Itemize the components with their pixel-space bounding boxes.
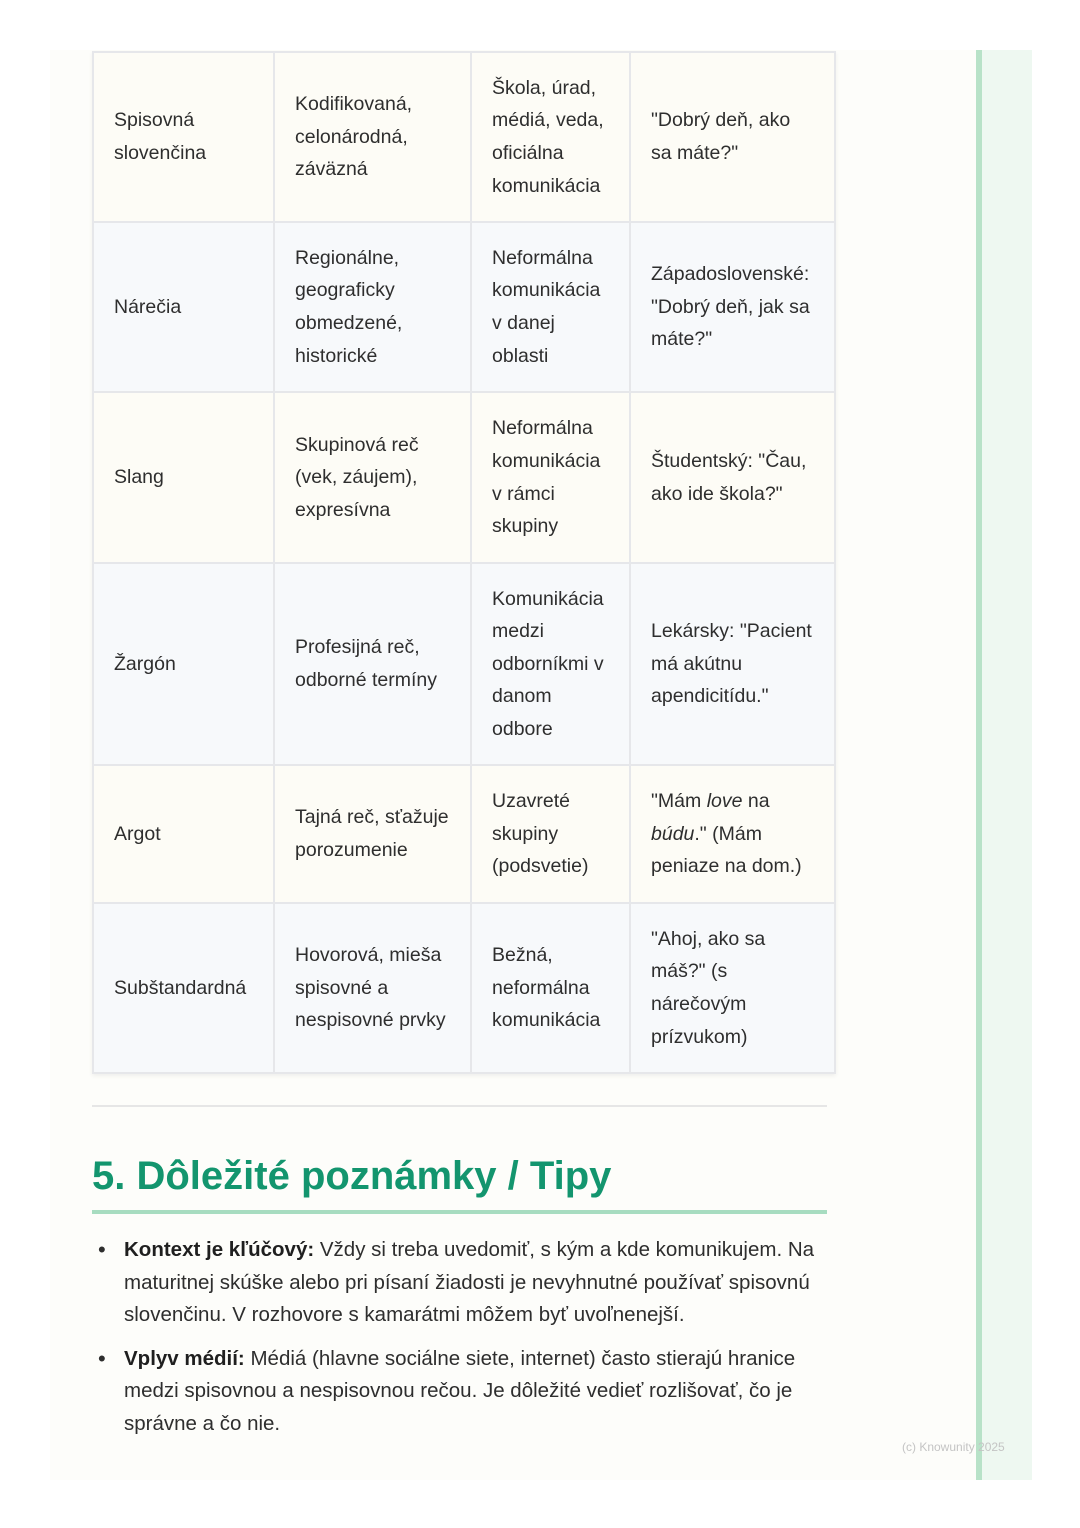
variant-cell: Subštandardná bbox=[93, 903, 274, 1073]
example-cell: Lekársky: "Pacient má akútnu apendicitídu." bbox=[630, 563, 835, 765]
table-row bbox=[93, 563, 835, 765]
characteristic-cell: Profesijná reč, odborné termíny bbox=[274, 563, 471, 765]
variant-cell: Argot bbox=[93, 765, 274, 903]
side-band bbox=[976, 50, 1032, 1480]
tip-text: Médiá (hlavne sociálne siete, internet) často stierajú hranice medzi spisovnou a nespisovnou rečou. Je dôležité vedieť rozlišovať, čo je správne a čo nie. bbox=[124, 1346, 796, 1435]
language-variants-table bbox=[92, 51, 836, 1074]
side-accent-line bbox=[976, 50, 982, 1480]
bullet-icon: • bbox=[98, 1237, 106, 1262]
tip-label: Vplyv médií: bbox=[124, 1346, 245, 1370]
characteristic-cell: Skupinová reč (vek, záujem), expresívna bbox=[274, 392, 471, 563]
characteristic-cell: Tajná reč, sťažuje porozumenie bbox=[274, 765, 471, 903]
section-title: 5. Dôležité poznámky / Tipy bbox=[92, 1154, 612, 1198]
variant-cell: Žargón bbox=[93, 563, 274, 765]
section-divider bbox=[92, 1105, 827, 1107]
tip-label: Kontext je kľúčový: bbox=[124, 1238, 315, 1261]
usage-cell: Škola, úrad, médiá, veda, oficiálna komunikácia bbox=[471, 52, 630, 222]
table-row bbox=[93, 222, 835, 392]
usage-cell: Komunikácia medzi odborníkmi v danom odbore bbox=[471, 563, 630, 765]
list-item bbox=[98, 1234, 827, 1332]
example-cell: Západoslovenské: "Dobrý deň, jak sa máte?" bbox=[630, 222, 835, 392]
usage-cell: Bežná, neformálna komunikácia bbox=[471, 903, 630, 1073]
table-row bbox=[93, 903, 835, 1073]
usage-cell: Neformálna komunikácia v danej oblasti bbox=[471, 222, 630, 392]
usage-cell: Uzavreté skupiny (podsvetie) bbox=[471, 765, 630, 903]
example-cell: "Mám love na búdu." (Mám peniaze na dom.) bbox=[630, 765, 835, 903]
table-row bbox=[93, 52, 835, 222]
characteristic-cell: Regionálne, geograficky obmedzené, historické bbox=[274, 222, 471, 392]
characteristic-cell: Kodifikovaná, celonárodná, záväzná bbox=[274, 52, 471, 222]
variant-cell: Nárečia bbox=[93, 222, 274, 392]
list-item bbox=[98, 1343, 827, 1441]
example-cell: Študentský: "Čau, ako ide škola?" bbox=[630, 392, 835, 563]
example-cell: "Dobrý deň, ako sa máte?" bbox=[630, 52, 835, 222]
variant-cell: Spisovná slovenčina bbox=[93, 52, 274, 222]
example-cell: "Ahoj, ako sa máš?" (s nárečovým prízvukom) bbox=[630, 903, 835, 1073]
table-row bbox=[93, 392, 835, 563]
bullet-icon: • bbox=[98, 1345, 106, 1371]
variant-cell: Slang bbox=[93, 392, 274, 563]
usage-cell: Neformálna komunikácia v rámci skupiny bbox=[471, 392, 630, 563]
copyright-text: (c) Knowunity 2025 bbox=[902, 1440, 1005, 1454]
title-underline bbox=[92, 1210, 827, 1214]
tips-list bbox=[92, 1234, 827, 1451]
tip-text: Vždy si treba uvedomiť, s kým a kde komunikujem. Na maturitnej skúške alebo pri písaní žiadosti je nevyhnutné používať spisovnú slovenčinu. V rozhovore s kamarátmi môžem byť uvoľnenejší. bbox=[124, 1238, 815, 1326]
table-row bbox=[93, 765, 835, 903]
characteristic-cell: Hovorová, mieša spisovné a nespisovné prvky bbox=[274, 903, 471, 1073]
